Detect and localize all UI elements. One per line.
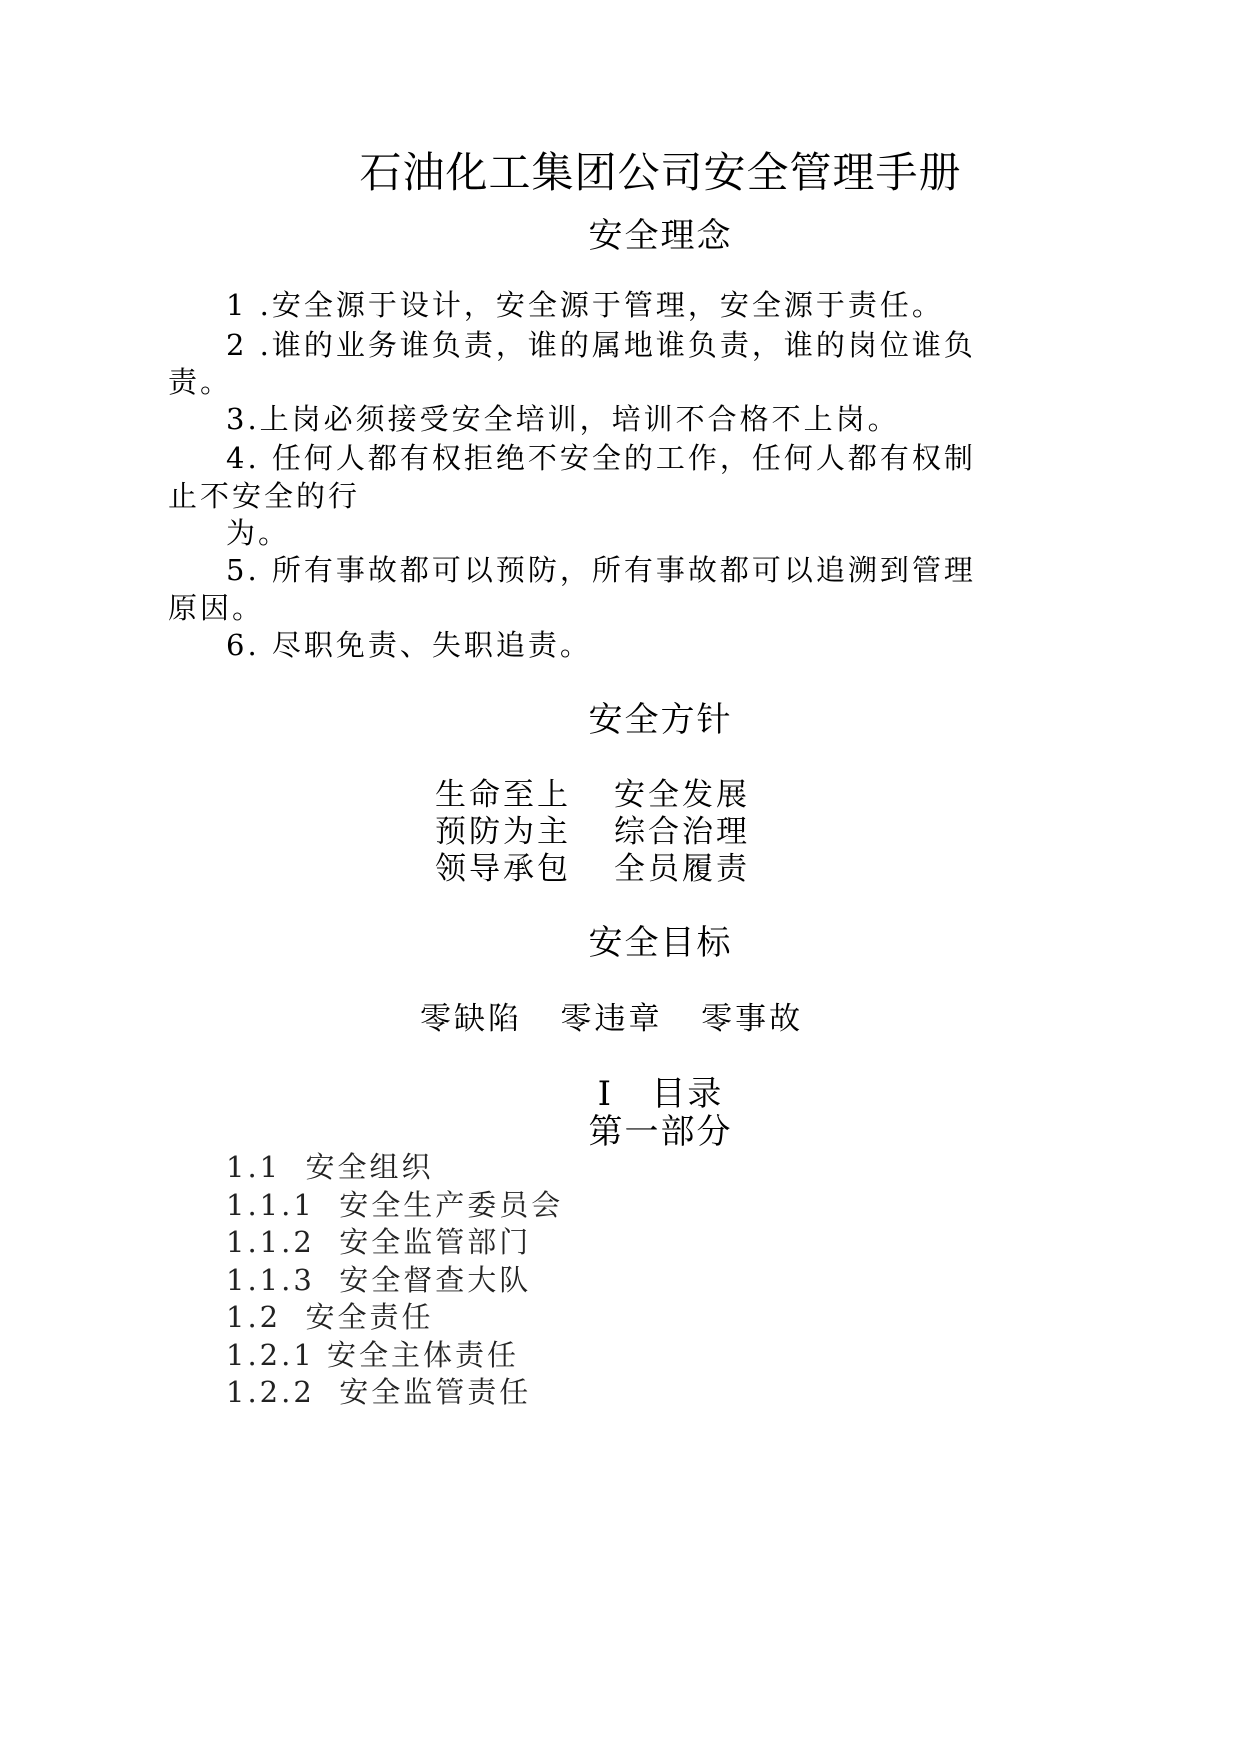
goal-text: 零缺陷 零违章 零事故 bbox=[420, 1001, 804, 1037]
toc-item: 1.2 安全责任 bbox=[226, 1300, 434, 1334]
policy-cell-1-2: 安全发展 bbox=[614, 777, 750, 813]
toc-item: 1.1.3 安全督查大队 bbox=[226, 1263, 532, 1297]
policy-cell-3-2: 全员履责 bbox=[614, 851, 750, 887]
policy-cell-2-1: 预防为主 bbox=[435, 814, 571, 850]
philosophy-line-2: 2 .谁的业务谁负责，谁的属地谁负责，谁的岗位谁负 bbox=[226, 328, 976, 362]
section-heading-policy: 安全方针 bbox=[588, 700, 733, 740]
philosophy-line-4-cont2: 为。 bbox=[226, 516, 291, 550]
philosophy-line-4: 4. 任何人都有权拒绝不安全的工作，任何人都有权制 bbox=[226, 441, 976, 475]
toc-item: 1.2.1 安全主体责任 bbox=[226, 1338, 520, 1372]
toc-heading: I 目录 bbox=[597, 1074, 724, 1114]
section-heading-philosophy: 安全理念 bbox=[588, 216, 733, 256]
philosophy-line-6: 6. 尽职免责、失职追责。 bbox=[226, 628, 592, 662]
philosophy-line-2-cont: 责。 bbox=[168, 365, 233, 399]
toc-item: 1.1.1 安全生产委员会 bbox=[226, 1188, 564, 1222]
philosophy-line-3: 3.上岗必须接受安全培训，培训不合格不上岗。 bbox=[226, 402, 900, 436]
toc-item: 1.1.2 安全监管部门 bbox=[226, 1225, 532, 1259]
toc-item: 1.2.2 安全监管责任 bbox=[226, 1375, 532, 1409]
philosophy-line-5: 5. 所有事故都可以预防，所有事故都可以追溯到管理 bbox=[226, 553, 976, 587]
document-title: 石油化工集团公司安全管理手册 bbox=[359, 148, 962, 197]
philosophy-line-1: 1 .安全源于设计，安全源于管理，安全源于责任。 bbox=[226, 288, 944, 322]
toc-subheading: 第一部分 bbox=[588, 1112, 733, 1152]
policy-cell-1-1: 生命至上 bbox=[435, 777, 571, 813]
philosophy-line-4-cont: 止不安全的行 bbox=[168, 479, 361, 513]
section-heading-goal: 安全目标 bbox=[588, 923, 733, 963]
philosophy-line-5-cont: 原因。 bbox=[168, 591, 265, 625]
policy-cell-2-2: 综合治理 bbox=[614, 814, 750, 850]
toc-item: 1.1 安全组织 bbox=[226, 1150, 434, 1184]
policy-cell-3-1: 领导承包 bbox=[435, 851, 571, 887]
